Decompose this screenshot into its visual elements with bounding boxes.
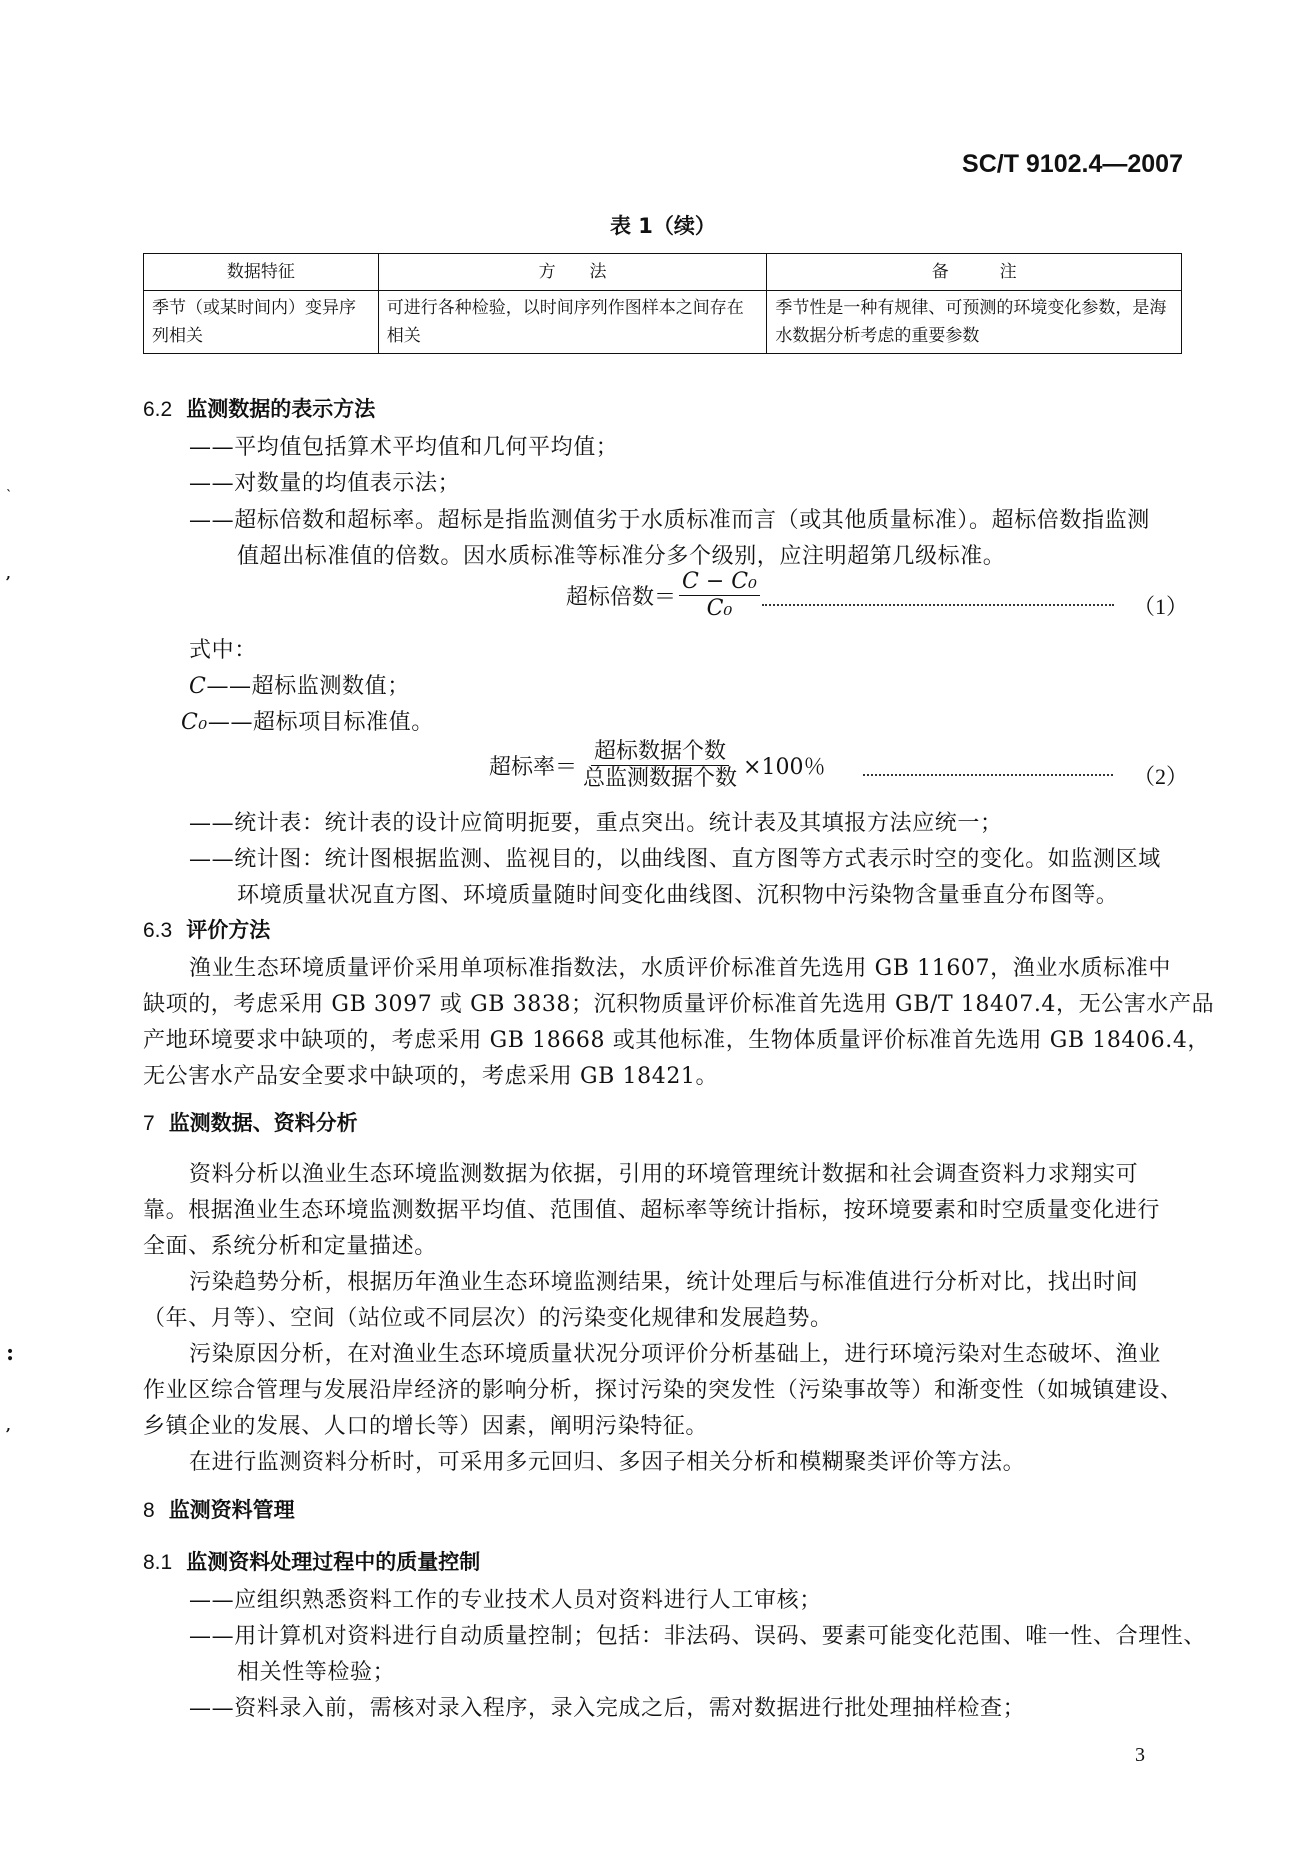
table-caption: 表 1（续） xyxy=(610,214,716,238)
variable-symbol: C₀ xyxy=(181,710,208,735)
section-title: 监测资料处理过程中的质量控制 xyxy=(186,1550,481,1574)
fraction-denominator: C₀ xyxy=(706,596,733,621)
equation-2 xyxy=(489,740,825,791)
section-title: 监测资料管理 xyxy=(168,1498,295,1522)
table-cell-note: 季节性是一种有规律、可预测的环境变化参数，是海水数据分析考虑的重要参数 xyxy=(767,291,1182,354)
section-title: 监测数据、资料分析 xyxy=(168,1111,358,1135)
paragraph-line: 靠。根据渔业生态环境监测数据平均值、范围值、超标率等统计指标，按环境要素和时空质量变化进行 xyxy=(143,1198,1161,1223)
scan-mark: ˋ xyxy=(6,488,12,502)
paragraph-line: 污染原因分析，在对渔业生态环境质量状况分项评价分析基础上，进行环境污染对生态破坏、渔业 xyxy=(189,1342,1161,1367)
table-row xyxy=(144,291,1182,354)
variable-description: ——超标监测数值； xyxy=(206,674,410,699)
leader-dots xyxy=(863,774,1113,776)
section-heading-8 xyxy=(143,1494,295,1524)
list-item: ——统计图：统计图根据监测、监视目的，以曲线图、直方图等方式表示时空的变化。如监测区域 xyxy=(189,847,1161,872)
section-title: 监测数据的表示方法 xyxy=(186,397,376,421)
table-header-row xyxy=(144,254,1182,291)
paragraph-line: 全面、系统分析和定量描述。 xyxy=(143,1234,437,1259)
section-number: 8.1 xyxy=(143,1551,173,1574)
section-number: 8 xyxy=(143,1499,155,1522)
fraction xyxy=(580,740,740,791)
equation-number: （1） xyxy=(1133,594,1189,619)
section-heading-7 xyxy=(143,1107,358,1137)
list-item-continuation: 相关性等检验； xyxy=(237,1660,396,1685)
paragraph-line: 无公害水产品安全要求中缺项的，考虑采用 GB 18421。 xyxy=(143,1064,719,1089)
table-cell-feature: 季节（或某时间内）变异序列相关 xyxy=(144,291,379,354)
paragraph-line: 乡镇企业的发展、人口的增长等）因素，阐明污染特征。 xyxy=(143,1414,709,1439)
where-label: 式中： xyxy=(189,638,257,663)
list-item-continuation: 值超出标准值的倍数。因水质标准等标准分多个级别，应注明超第几级标准。 xyxy=(237,544,1006,569)
variable-symbol: C xyxy=(189,674,207,699)
table-header-cell: 数据特征 xyxy=(144,254,379,291)
list-item: ——资料录入前，需核对录入程序，录入完成之后，需对数据进行批处理抽样检查； xyxy=(189,1696,1026,1721)
section-number: 6.2 xyxy=(143,398,173,421)
list-item: ——对数量的均值表示法； xyxy=(189,471,461,496)
variable-definition xyxy=(181,705,434,736)
list-item: ——用计算机对资料进行自动质量控制；包括：非法码、误码、要素可能变化范围、唯一性、合理性、 xyxy=(189,1624,1207,1649)
paragraph-line: 资料分析以渔业生态环境监测数据为依据，引用的环境管理统计数据和社会调查资料力求翔实可 xyxy=(189,1162,1139,1187)
section-heading-8-1 xyxy=(143,1546,480,1576)
table-header-cell: 方 法 xyxy=(378,254,767,291)
fraction xyxy=(679,570,760,621)
section-title: 评价方法 xyxy=(186,918,271,942)
section-number: 6.3 xyxy=(143,919,173,942)
equation-rhs: ×100％ xyxy=(743,755,826,780)
list-item: ——应组织熟悉资料工作的专业技术人员对资料进行人工审核； xyxy=(189,1588,822,1613)
section-number: 7 xyxy=(143,1112,155,1135)
fraction-numerator: 超标数据个数 xyxy=(591,740,729,766)
paragraph-line: （年、月等）、空间（站位或不同层次）的污染变化规律和发展趋势。 xyxy=(143,1306,833,1331)
leader-dots xyxy=(762,604,1114,606)
section-heading-6-2 xyxy=(143,393,375,423)
list-item-continuation: 环境质量状况直方图、环境质量随时间变化曲线图、沉积物中污染物含量垂直分布图等。 xyxy=(237,883,1119,908)
data-table xyxy=(143,253,1182,354)
equation-lhs: 超标倍数＝ xyxy=(566,585,677,610)
variable-description: ——超标项目标准值。 xyxy=(207,710,434,735)
paragraph-line: 产地环境要求中缺项的，考虑采用 GB 18668 或其他标准，生物体质量评价标准首先选用 GB 18406.4， xyxy=(143,1028,1211,1053)
paragraph-line: 渔业生态环境质量评价采用单项标准指数法，水质评价标准首先选用 GB 11607，渔业水质标准中 xyxy=(189,956,1171,981)
paragraph-line: 缺项的，考虑采用 GB 3097 或 GB 3838；沉积物质量评价标准首先选用 GB/T 18407.4，无公害水产品 xyxy=(143,992,1215,1017)
equation-1 xyxy=(566,570,763,621)
list-item: ——平均值包括算术平均值和几何平均值； xyxy=(189,435,619,460)
standard-code: SC/T 9102.4—2007 xyxy=(962,150,1183,178)
list-item: ——超标倍数和超标率。超标是指监测值劣于水质标准而言（或其他质量标准）。超标倍数指监测 xyxy=(189,508,1150,533)
scan-mark: , xyxy=(6,1418,11,1434)
section-heading-6-3 xyxy=(143,914,270,944)
paragraph-line: 污染趋势分析，根据历年渔业生态环境监测结果，统计处理后与标准值进行分析对比，找出时间 xyxy=(189,1270,1139,1295)
fraction-denominator: 总监测数据个数 xyxy=(583,766,738,791)
list-item: ——统计表：统计表的设计应简明扼要，重点突出。统计表及其填报方法应统一； xyxy=(189,811,1003,836)
equation-number: （2） xyxy=(1133,764,1189,789)
paragraph-line: 作业区综合管理与发展沿岸经济的影响分析，探讨污染的突发性（污染事故等）和渐变性（如城镇建设、 xyxy=(143,1378,1183,1403)
scan-mark: : xyxy=(6,1340,15,1366)
variable-definition xyxy=(189,669,410,700)
paragraph-line: 在进行监测资料分析时，可采用多元回归、多因子相关分析和模糊聚类评价等方法。 xyxy=(189,1450,1026,1475)
fraction-numerator: C − C₀ xyxy=(679,570,760,596)
scan-mark: , xyxy=(6,566,11,582)
table-cell-method: 可进行各种检验，以时间序列作图样本之间存在相关 xyxy=(378,291,767,354)
equation-lhs: 超标率＝ xyxy=(489,755,578,780)
page-number: 3 xyxy=(1135,1744,1145,1766)
table-header-cell: 备 注 xyxy=(767,254,1182,291)
